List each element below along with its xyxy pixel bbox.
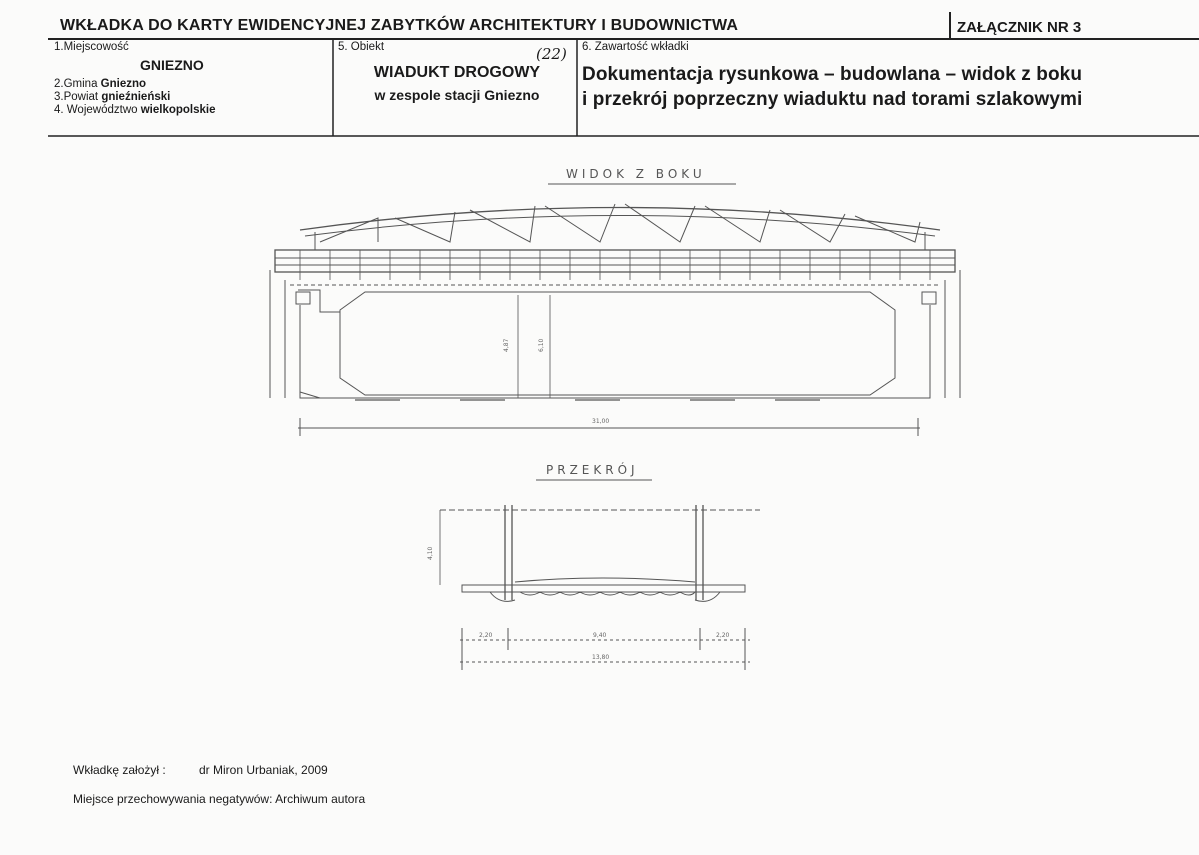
object-label: 5. Obiekt xyxy=(338,41,385,53)
dim-span: 31,00 xyxy=(592,418,610,425)
section-title: PRZEKRÓJ xyxy=(546,463,639,477)
dim-left-width: 2,20 xyxy=(479,632,493,639)
attachment-number: ZAŁĄCZNIK NR 3 xyxy=(957,19,1082,36)
dim-right-width: 2,20 xyxy=(716,632,730,639)
municipality-value: Gniezno xyxy=(100,78,147,90)
dim-height-a: 4,87 xyxy=(503,338,510,352)
locality-label: 1.Miejscowość xyxy=(54,41,129,53)
document-title: WKŁADKA DO KARTY EWIDENCYJNEJ ZABYTKÓW ARCHITEKTURY I BUDOWNICTWA xyxy=(60,17,739,34)
contents-line-1: Dokumentacja rysunkowa – budowlana – widok z boku xyxy=(582,64,1083,85)
dim-section-height: 4,10 xyxy=(427,546,434,560)
contents-line-2: i przekrój poprzeczny wiaduktu nad torami szlakowymi xyxy=(582,89,1083,110)
side-view-title: WIDOK Z BOKU xyxy=(566,167,706,181)
storage-text: Miejsce przechowywania negatywów: Archiwum autora xyxy=(73,792,366,806)
voivodeship-label: 4. Województwo xyxy=(54,104,138,116)
author-value: dr Miron Urbaniak, 2009 xyxy=(199,763,328,777)
county-value: gnieźnieński xyxy=(101,91,171,103)
contents-label: 6. Zawartość wkładki xyxy=(582,41,689,53)
object-subtitle: w zespole stacji Gniezno xyxy=(374,87,540,103)
author-label: Wkładkę założył : xyxy=(73,763,166,777)
dim-middle-width: 9,40 xyxy=(593,632,607,639)
municipality-label: 2.Gmina xyxy=(54,78,98,90)
county-label: 3.Powiat xyxy=(54,91,99,103)
object-name: WIADUKT DROGOWY xyxy=(373,64,541,81)
voivodeship-value: wielkopolskie xyxy=(140,104,216,116)
handwritten-number: (22) xyxy=(536,45,567,63)
dim-total-width: 13,80 xyxy=(592,654,610,661)
locality-value: GNIEZNO xyxy=(140,57,204,73)
dim-height-b: 6,10 xyxy=(538,338,545,352)
